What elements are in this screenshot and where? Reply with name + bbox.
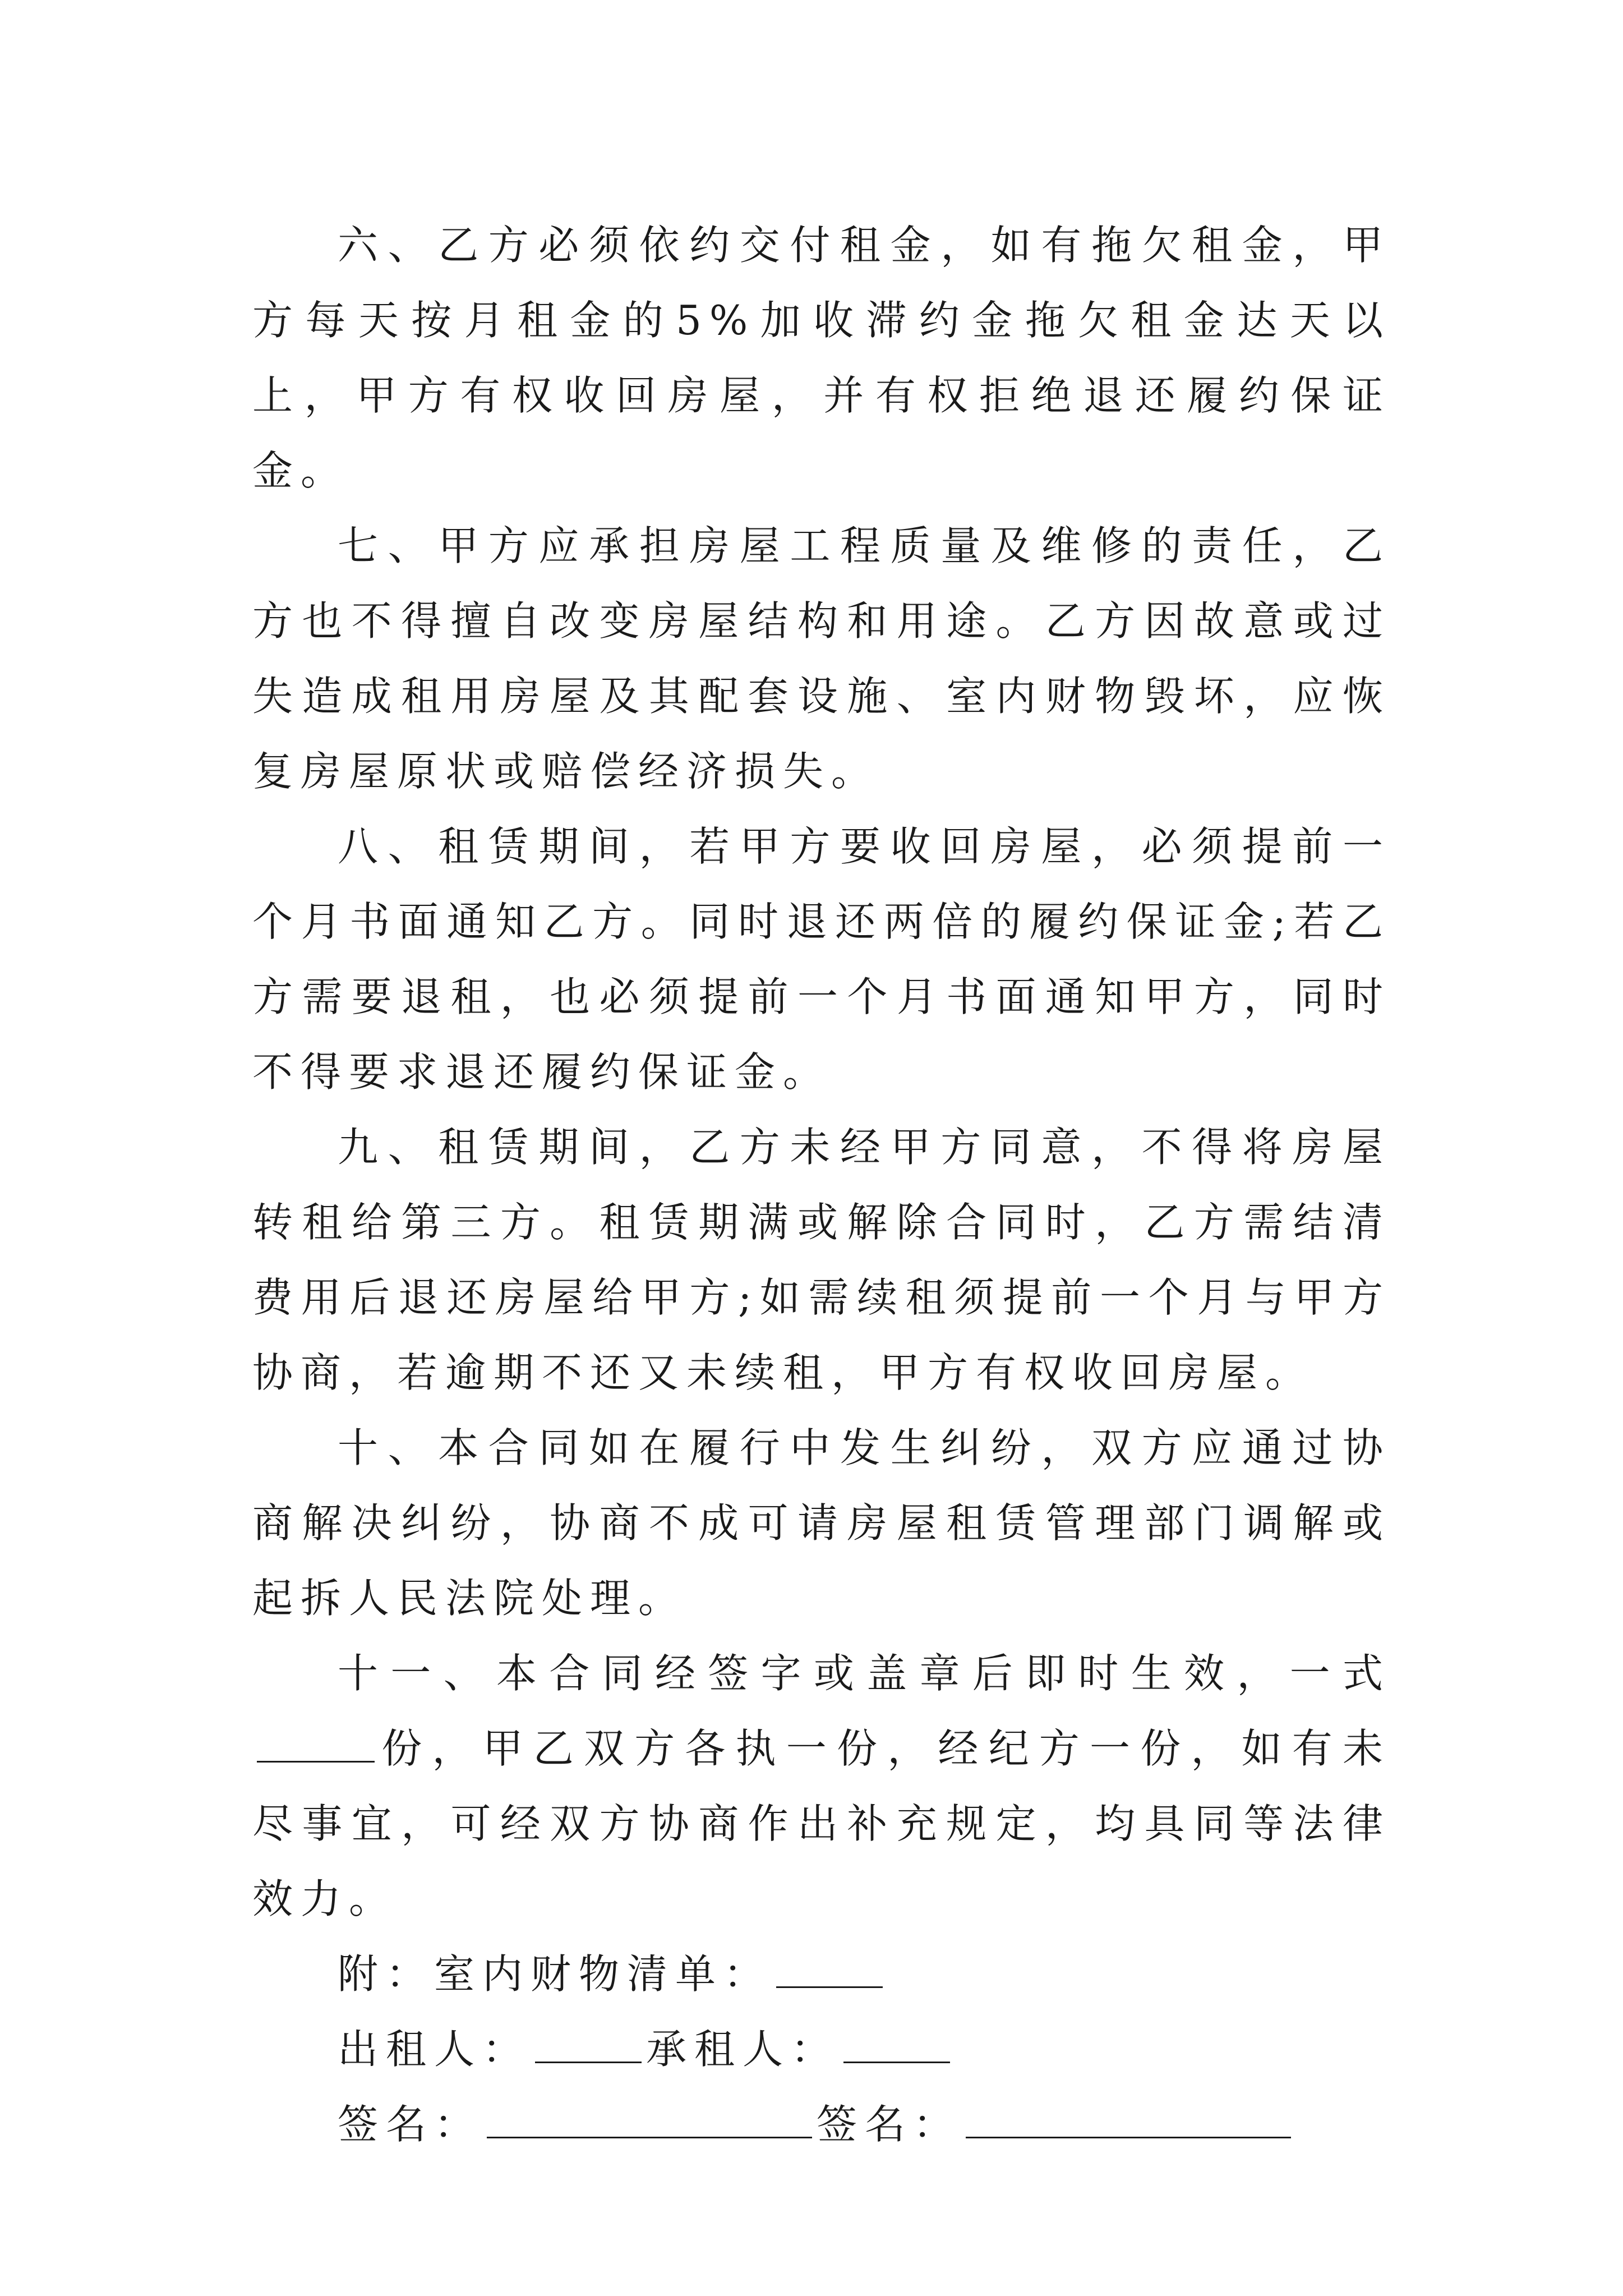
clause-11-end: 份，甲乙双方各执一份，经纪方一份，如有未尽事宜，可经双方协商作出补充规定，均具同等法律效力。 xyxy=(252,1725,1391,1922)
clause-9: 九、租赁期间，乙方未经甲方同意，不得将房屋转租给第三方。租赁期满或解除合同时，乙方需结清费用后退还房屋给甲方;如需续租须提前一个月与甲方协商，若逾期不还又未续租，甲方有权收回房屋。 xyxy=(252,1124,1391,1396)
signature-line xyxy=(252,2087,1391,2162)
lessor-label: 出租人： xyxy=(338,2026,531,2073)
copies-blank xyxy=(257,1725,375,1763)
attachment-line xyxy=(252,1936,1391,2012)
parties-line xyxy=(252,2012,1391,2087)
attachment-blank xyxy=(776,1950,883,1988)
signature-label-lessor: 签名： xyxy=(338,2101,483,2148)
clause-8: 八、租赁期间，若甲方要收回房屋，必须提前一个月书面通知乙方。同时退还两倍的履约保证金;若乙方需要退租，也必须提前一个月书面通知甲方，同时不得要求退还履约保证金。 xyxy=(252,823,1391,1096)
attachment-label: 附：室内财物清单： xyxy=(338,1950,772,1998)
contract-body xyxy=(252,208,1391,2162)
lessee-blank xyxy=(843,2026,950,2063)
signature-label-lessee: 签名： xyxy=(817,2101,962,2148)
clause-7: 七、甲方应承担房屋工程质量及维修的责任，乙方也不得擅自改变房屋结构和用途。乙方因故意或过失造成租用房屋及其配套设施、室内财物毁坏，应恢复房屋原状或赔偿经济损失。 xyxy=(252,522,1391,795)
clause-10: 十、本合同如在履行中发生纠纷，双方应通过协商解决纠纷，协商不成可请房屋租赁管理部门调解或起拆人民法院处理。 xyxy=(252,1424,1391,1622)
signature-blank-lessee xyxy=(966,2101,1291,2138)
signature-blank-lessor xyxy=(487,2101,812,2138)
clause-6: 六、乙方必须依约交付租金，如有拖欠租金，甲方每天按月租金的5%加收滞约金拖欠租金达天以上，甲方有权收回房屋，并有权拒绝退还履约保证金。 xyxy=(252,222,1391,494)
lessee-label: 承租人： xyxy=(646,2026,840,2073)
lessor-blank xyxy=(535,2026,642,2063)
clause-11 xyxy=(252,1636,1391,1936)
clause-11-start: 十一、本合同经签字或盖章后即时生效，一式 xyxy=(338,1650,1391,1697)
